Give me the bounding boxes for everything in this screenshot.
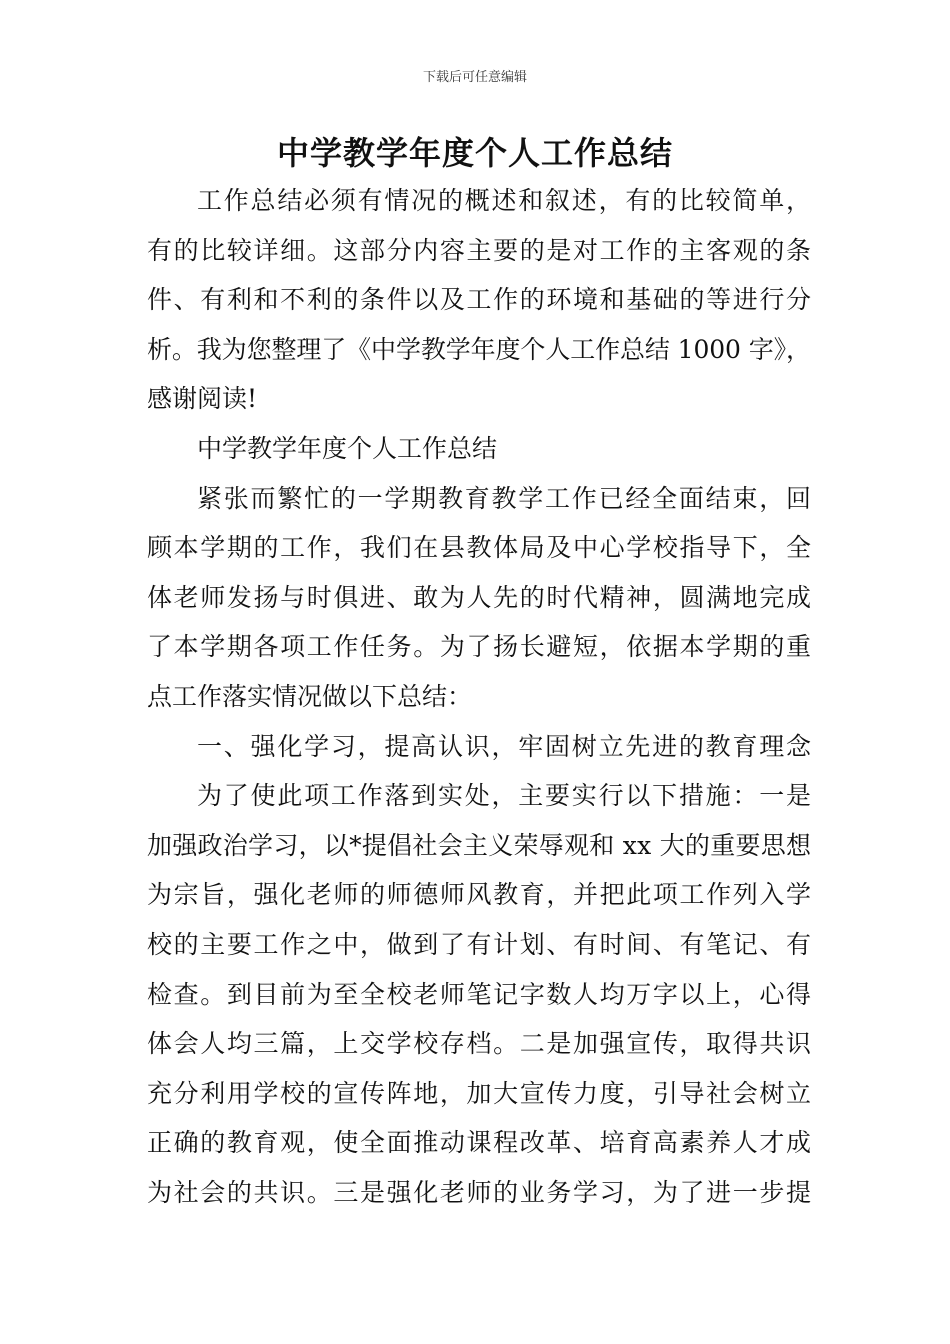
text-line: 加强政治学习，以*提倡社会主义荣辱观和 xx 大的重要思想 [147,830,812,860]
text-line: 有的比较详细。这部分内容主要的是对工作的主客观的条 [147,235,813,265]
document-title: 中学教学年度个人工作总结 [276,134,673,172]
text-line: 工作总结必须有情况的概述和叙述，有的比较简单， [197,186,813,215]
text-line: 体会人均三篇，上交学校存档。二是加强宣传，取得共识 [147,1029,813,1059]
text-line: 校的主要工作之中，做到了有计划、有时间、有笔记、有 [147,929,813,959]
text-line: 充分利用学校的宣传阵地，加大宣传力度，引导社会树立 [147,1078,813,1108]
text-line: 件、有利和不利的条件以及工作的环境和基础的等进行分 [147,285,813,315]
text-line: 为宗旨，强化老师的师德师风教育，并把此项工作列入学 [147,880,813,910]
text-line: 析。我为您整理了《中学教学年度个人工作总结 1000 字》， [147,334,811,364]
text-line: 中学教学年度个人工作总结 [197,433,498,463]
text-line: 感谢阅读! [147,384,258,414]
text-line: 为社会的共识。三是强化老师的业务学习，为了进一步提 [147,1177,813,1207]
text-line: 顾本学期的工作，我们在县教体局及中心学校指导下，全 [147,533,813,563]
text-line: 体老师发扬与时俱进、敢为人先的时代精神，圆满地完成 [147,582,813,612]
document-body [147,176,811,1217]
text-line: 检查。到目前为至全校老师笔记字数人均万字以上，心得 [147,979,813,1009]
text-line: 正确的教育观，使全面推动课程改革、培育高素养人才成 [147,1128,813,1158]
text-line: 了本学期各项工作任务。为了扬长避短，依据本学期的重 [147,632,813,662]
page-header-note: 下载后可任意编辑 [422,70,527,85]
text-line: 为了使此项工作落到实处，主要实行以下措施：一是 [197,781,813,811]
text-line: 一、强化学习，提高认识，牢固树立先进的教育理念 [197,731,813,761]
text-line: 点工作落实情况做以下总结： [147,681,473,711]
text-line: 紧张而繁忙的一学期教育教学工作已经全面结束，回 [197,483,813,513]
